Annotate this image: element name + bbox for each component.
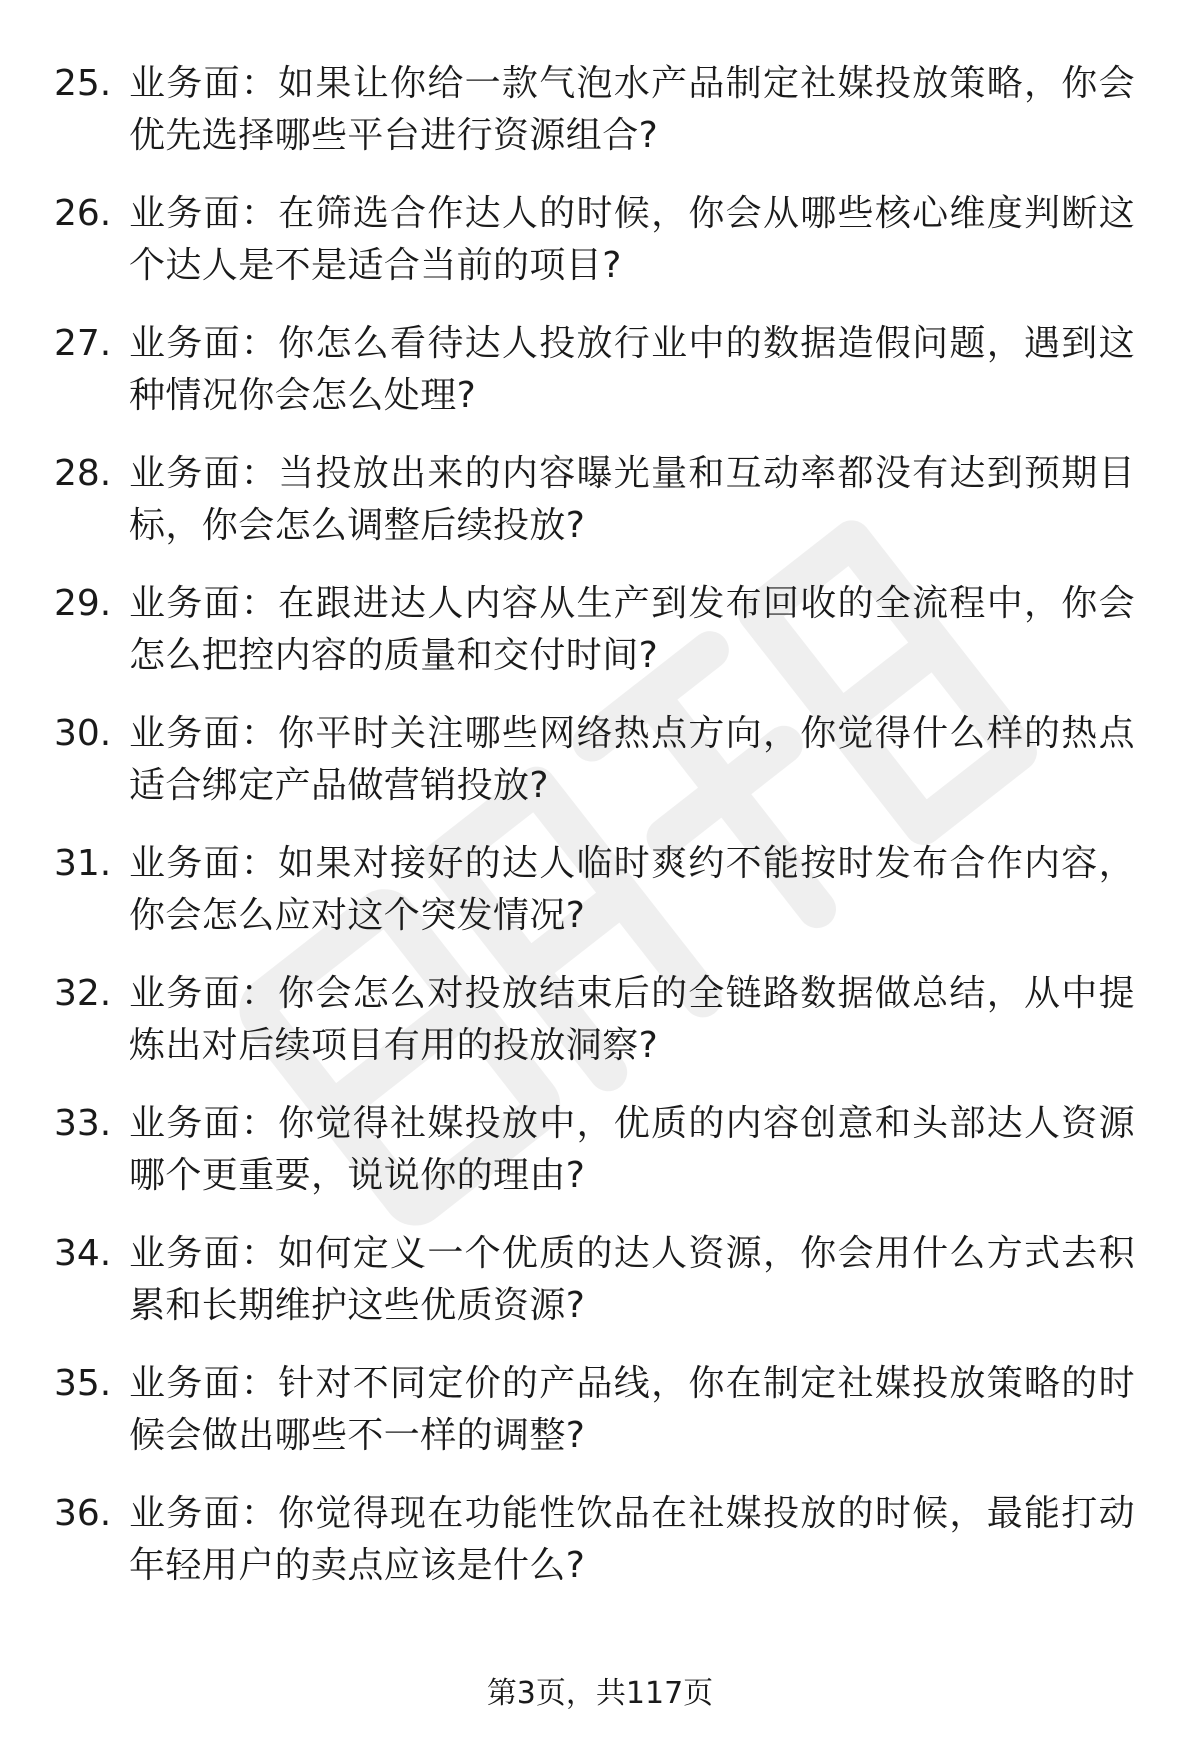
question-text: 业务面：如果让你给一款气泡水产品制定社媒投放策略，你会优先选择哪些平台进行资源组合? bbox=[129, 63, 1135, 156]
question-item bbox=[0, 318, 1200, 428]
question-text: 业务面：如果对接好的达人临时爽约不能按时发布合作内容，你会怎么应对这个突发情况? bbox=[129, 843, 1135, 936]
question-number: 26. bbox=[54, 193, 112, 234]
question-item bbox=[0, 968, 1200, 1078]
question-text: 业务面：你会怎么对投放结束后的全链路数据做总结，从中提炼出对后续项目有用的投放洞察? bbox=[129, 973, 1135, 1066]
question-number: 36. bbox=[54, 1493, 112, 1534]
question-text: 业务面：你怎么看待达人投放行业中的数据造假问题，遇到这种情况你会怎么处理? bbox=[129, 323, 1135, 416]
question-item bbox=[0, 1228, 1200, 1338]
question-item bbox=[0, 838, 1200, 948]
page-footer bbox=[0, 1674, 1200, 1714]
question-list bbox=[0, 58, 1200, 1618]
question-item bbox=[0, 1488, 1200, 1598]
question-number: 34. bbox=[54, 1233, 112, 1274]
question-item bbox=[0, 58, 1200, 168]
question-item bbox=[0, 1358, 1200, 1468]
question-text: 业务面：在跟进达人内容从生产到发布回收的全流程中，你会怎么把控内容的质量和交付时间? bbox=[129, 583, 1135, 676]
page-number-label: 第3页，共117页 bbox=[486, 1676, 714, 1711]
question-item bbox=[0, 448, 1200, 558]
question-item bbox=[0, 708, 1200, 818]
question-number: 33. bbox=[54, 1103, 112, 1144]
question-number: 30. bbox=[54, 713, 112, 754]
question-text: 业务面：当投放出来的内容曝光量和互动率都没有达到预期目标，你会怎么调整后续投放? bbox=[129, 453, 1135, 546]
question-text: 业务面：你觉得社媒投放中，优质的内容创意和头部达人资源哪个更重要，说说你的理由? bbox=[129, 1103, 1135, 1196]
question-number: 27. bbox=[54, 323, 112, 364]
question-number: 28. bbox=[54, 453, 112, 494]
question-item bbox=[0, 1098, 1200, 1208]
question-text: 业务面：你觉得现在功能性饮品在社媒投放的时候，最能打动年轻用户的卖点应该是什么? bbox=[129, 1493, 1135, 1586]
question-text: 业务面：针对不同定价的产品线，你在制定社媒投放策略的时候会做出哪些不一样的调整? bbox=[129, 1363, 1135, 1456]
question-item bbox=[0, 578, 1200, 688]
question-text: 业务面：你平时关注哪些网络热点方向，你觉得什么样的热点适合绑定产品做营销投放? bbox=[129, 713, 1135, 806]
question-text: 业务面：如何定义一个优质的达人资源，你会用什么方式去积累和长期维护这些优质资源? bbox=[129, 1233, 1135, 1326]
question-text: 业务面：在筛选合作达人的时候，你会从哪些核心维度判断这个达人是不是适合当前的项目? bbox=[129, 193, 1135, 286]
question-number: 25. bbox=[54, 63, 112, 104]
question-number: 35. bbox=[54, 1363, 112, 1404]
question-number: 32. bbox=[54, 973, 112, 1014]
question-item bbox=[0, 188, 1200, 298]
question-number: 31. bbox=[54, 843, 112, 884]
question-number: 29. bbox=[54, 583, 112, 624]
